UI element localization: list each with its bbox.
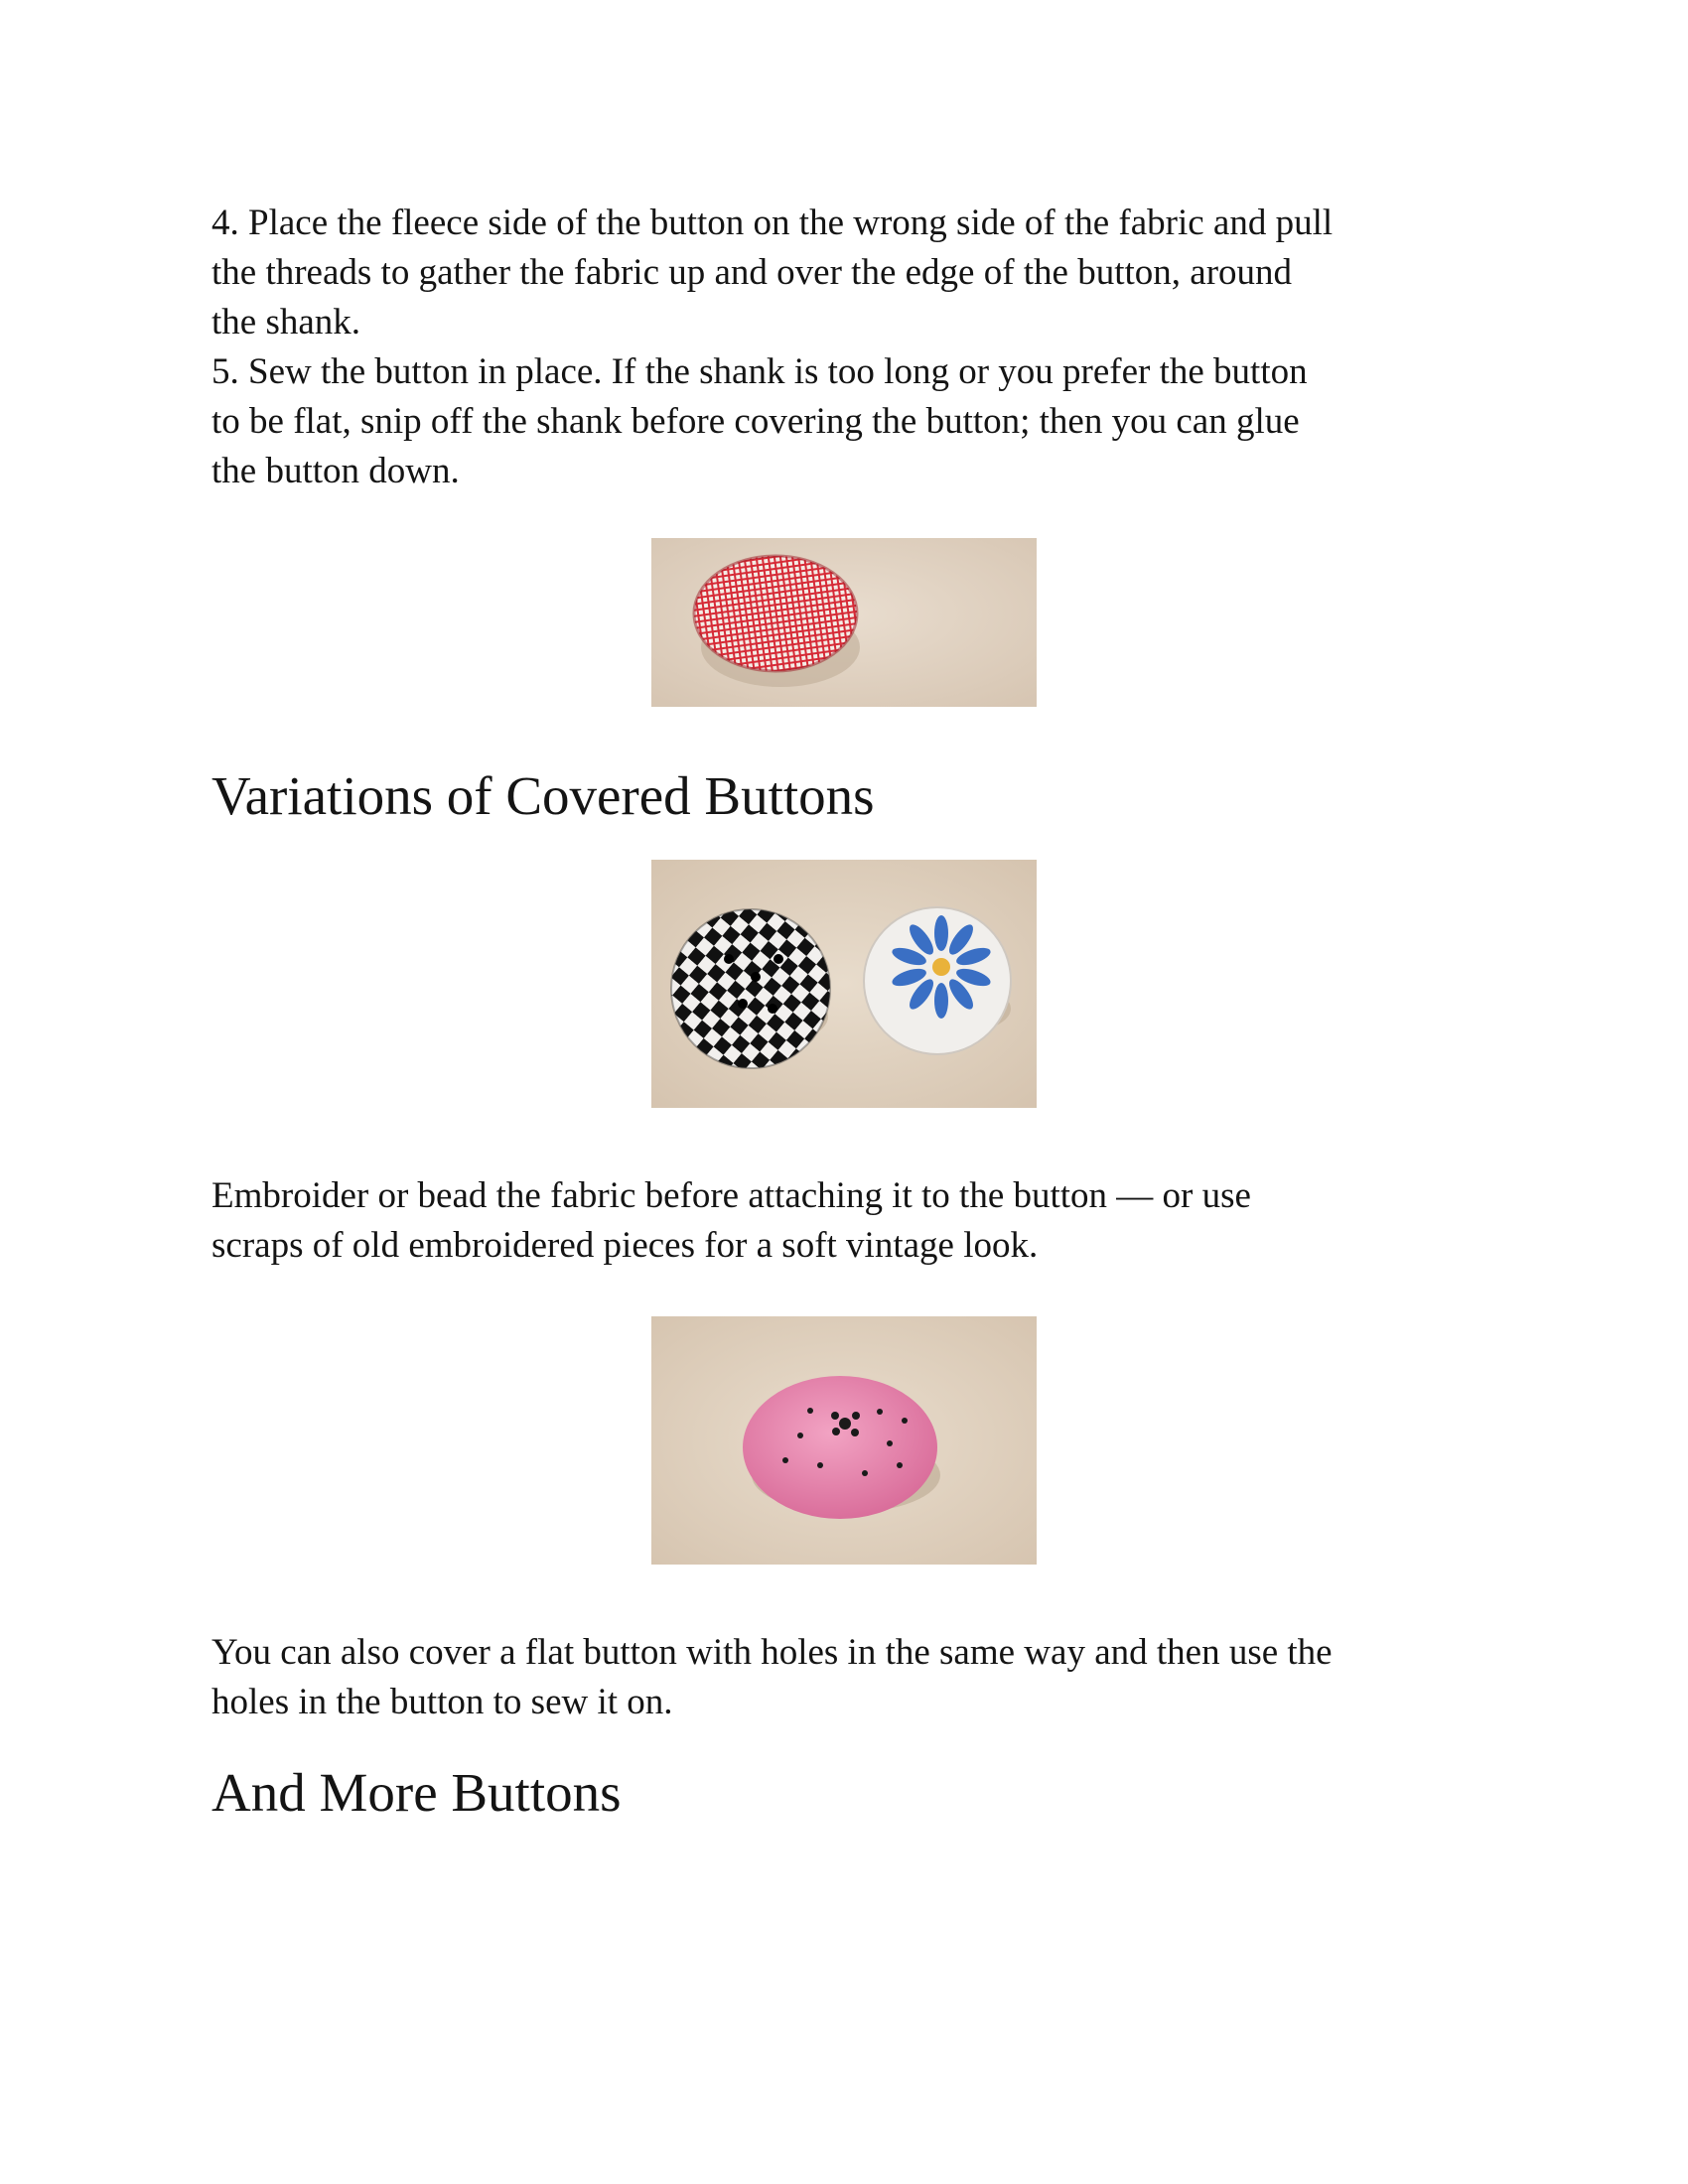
text-line: the shank. — [211, 302, 361, 342]
pink-beaded-button-photo — [651, 1316, 1037, 1565]
flat-button-paragraph — [211, 1628, 1502, 1727]
step-4-paragraph — [211, 199, 1502, 347]
red-gingham-button-photo — [651, 538, 1037, 707]
text-line: 4. Place the fleece side of the button on the wrong side of the fabric and pull — [211, 203, 1334, 243]
text-line: the threads to gather the fabric up and over the edge of the button, around — [211, 252, 1293, 293]
text-line: 5. Sew the button in place. If the shank is too long or you prefer the button — [211, 351, 1308, 392]
text-line: scraps of old embroidered pieces for a soft vintage look. — [211, 1225, 1039, 1266]
checker-and-flower-buttons-photo — [651, 860, 1037, 1108]
checkered-and-embroidered-flower-buttons-photo-icon — [651, 860, 1037, 1108]
embroider-paragraph — [211, 1171, 1502, 1271]
red-gingham-covered-button-photo-icon — [651, 538, 1037, 707]
step-5-paragraph — [211, 347, 1502, 496]
text-line: to be flat, snip off the shank before covering the button; then you can glue — [211, 401, 1300, 442]
section-heading-more-buttons: And More Buttons — [211, 1762, 622, 1823]
text-line: You can also cover a flat button with holes in the same way and then use the — [211, 1632, 1333, 1673]
text-line: Embroider or bead the fabric before attaching it to the button — or use — [211, 1175, 1251, 1216]
pink-beaded-covered-button-photo-icon — [651, 1316, 1037, 1565]
document-page — [211, 199, 1502, 1825]
text-line: the button down. — [211, 451, 460, 491]
section-heading-variations: Variations of Covered Buttons — [211, 765, 875, 826]
text-line: holes in the button to sew it on. — [211, 1682, 673, 1722]
